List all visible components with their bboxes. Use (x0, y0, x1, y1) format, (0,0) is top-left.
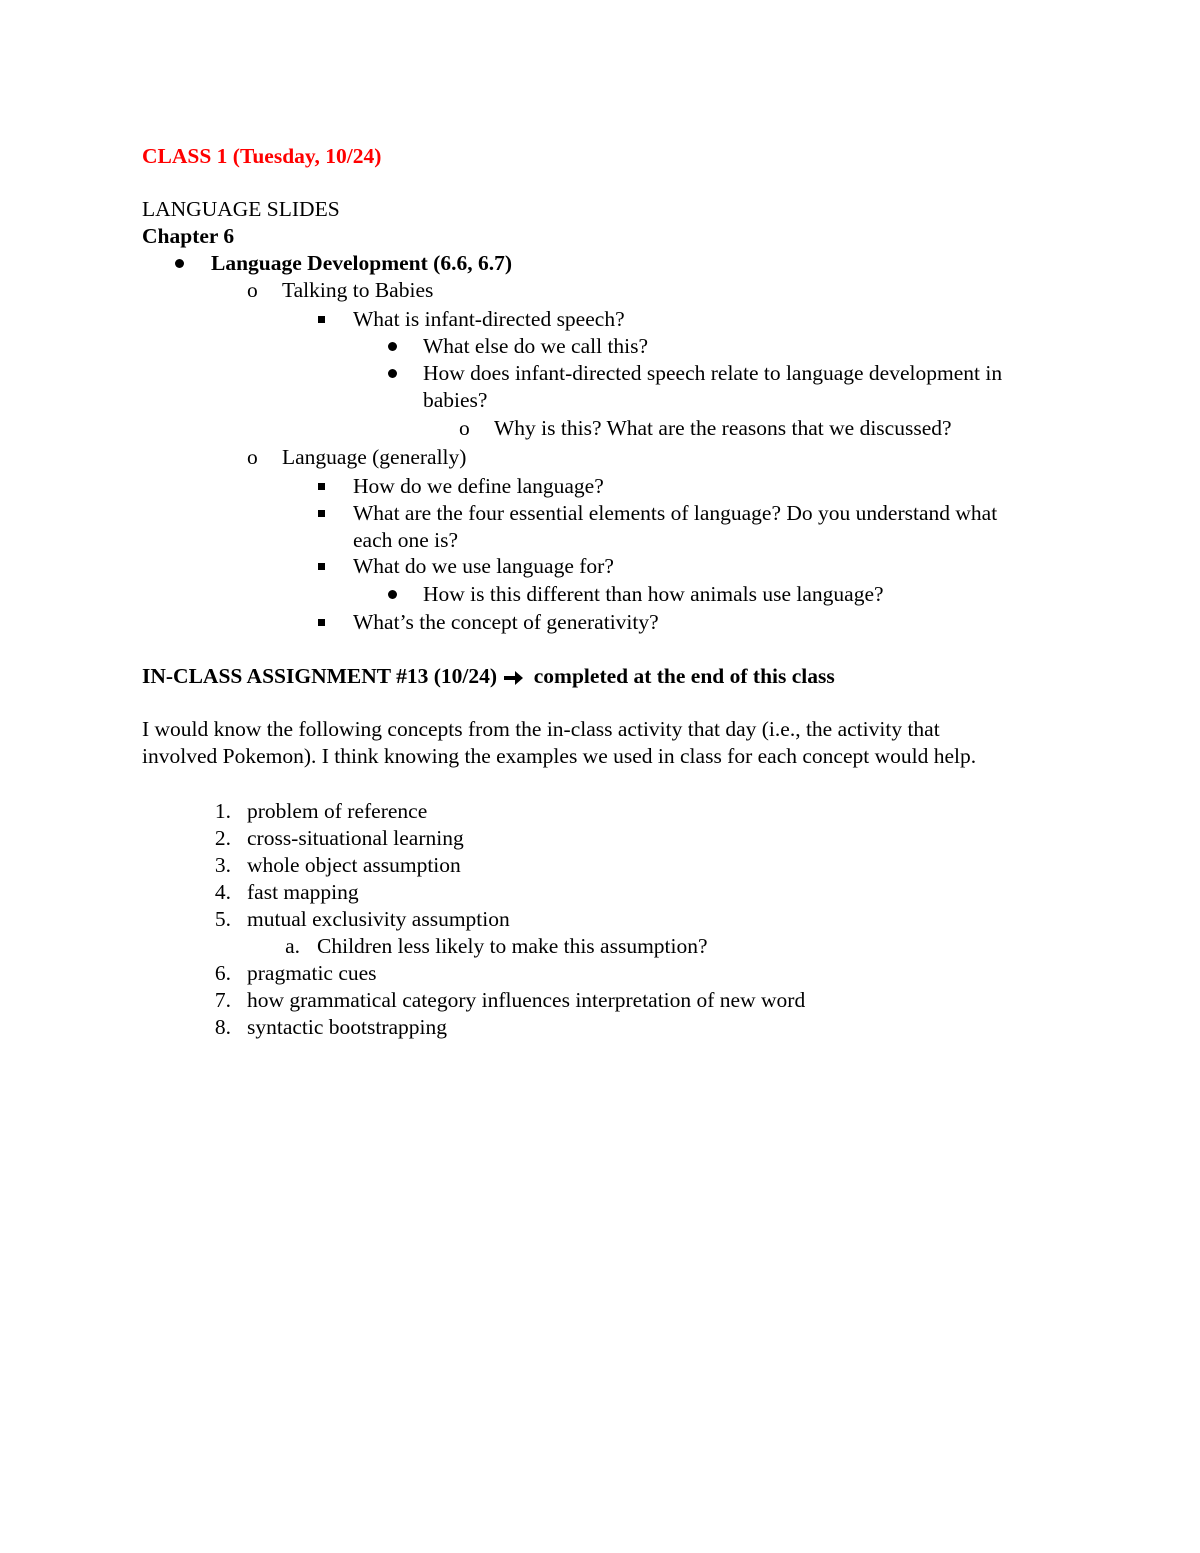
bullet-square-icon (318, 306, 325, 333)
bullet-square-icon (318, 609, 325, 636)
list-item: pragmatic cues (247, 961, 377, 985)
bullet-circle-icon: o (459, 416, 470, 440)
list-number: 3. (214, 853, 231, 877)
question-why-is-this: Why is this? What are the reasons that we discussed? (494, 416, 952, 440)
question-animals-language: How is this different than how animals use language? (423, 582, 884, 606)
list-number: 2. (214, 826, 231, 850)
bullet-square-icon (318, 473, 325, 500)
list-number: 6. (214, 961, 231, 985)
list-sub-item: Children less likely to make this assumption? (317, 934, 708, 958)
list-item: fast mapping (247, 880, 359, 904)
bullet-dot-icon (175, 250, 184, 277)
list-item: problem of reference (247, 799, 428, 823)
list-sub-letter: a. (285, 934, 300, 958)
list-number: 4. (214, 880, 231, 904)
paragraph-line-1: I would know the following concepts from the in-class activity that day (i.e., the activity that (142, 717, 940, 741)
question-use-language-for: What do we use language for? (353, 554, 614, 578)
section-title: LANGUAGE SLIDES (142, 197, 340, 221)
bullet-square-icon (318, 553, 325, 580)
bullet-circle-icon: o (247, 278, 258, 302)
assignment-completion-note: completed at the end of this class (533, 664, 835, 688)
bullet-circle-icon: o (247, 445, 258, 469)
list-item: whole object assumption (247, 853, 461, 877)
chapter-heading: Chapter 6 (142, 224, 235, 248)
question-infant-directed-speech: What is infant-directed speech? (353, 307, 625, 331)
paragraph-line-2: involved Pokemon). I think knowing the examples we used in class for each concept would help. (142, 744, 977, 768)
list-item: mutual exclusivity assumption (247, 907, 510, 931)
bullet-dot-icon (388, 581, 397, 608)
list-item: cross-situational learning (247, 826, 464, 850)
list-number: 1. (214, 799, 231, 823)
subtopic-talking-to-babies: Talking to Babies (282, 278, 434, 302)
bullet-dot-icon (388, 360, 397, 387)
list-number: 7. (214, 988, 231, 1012)
list-item: how grammatical category influences interpretation of new word (247, 988, 806, 1012)
bullet-square-icon (318, 500, 325, 527)
question-relate-language-line1: How does infant-directed speech relate to language development in (423, 361, 1003, 385)
list-number: 8. (214, 1015, 231, 1039)
question-what-else-call: What else do we call this? (423, 334, 649, 358)
assignment-heading (142, 663, 835, 690)
question-generativity: What’s the concept of generativity? (353, 610, 659, 634)
bullet-dot-icon (388, 333, 397, 360)
question-define-language: How do we define language? (353, 474, 604, 498)
question-four-elements-line1: What are the four essential elements of language? Do you understand what (353, 501, 998, 525)
list-item: syntactic bootstrapping (247, 1015, 448, 1039)
right-arrow-icon (504, 670, 524, 686)
subtopic-language-generally: Language (generally) (282, 445, 467, 469)
assignment-title: IN-CLASS ASSIGNMENT #13 (10/24) (142, 664, 498, 688)
topic-language-development: Language Development (6.6, 6.7) (211, 251, 512, 275)
list-number: 5. (214, 907, 231, 931)
question-four-elements-line2: each one is? (353, 528, 459, 552)
class-header: CLASS 1 (Tuesday, 10/24) (142, 144, 382, 168)
question-relate-language-line2: babies? (423, 388, 488, 412)
